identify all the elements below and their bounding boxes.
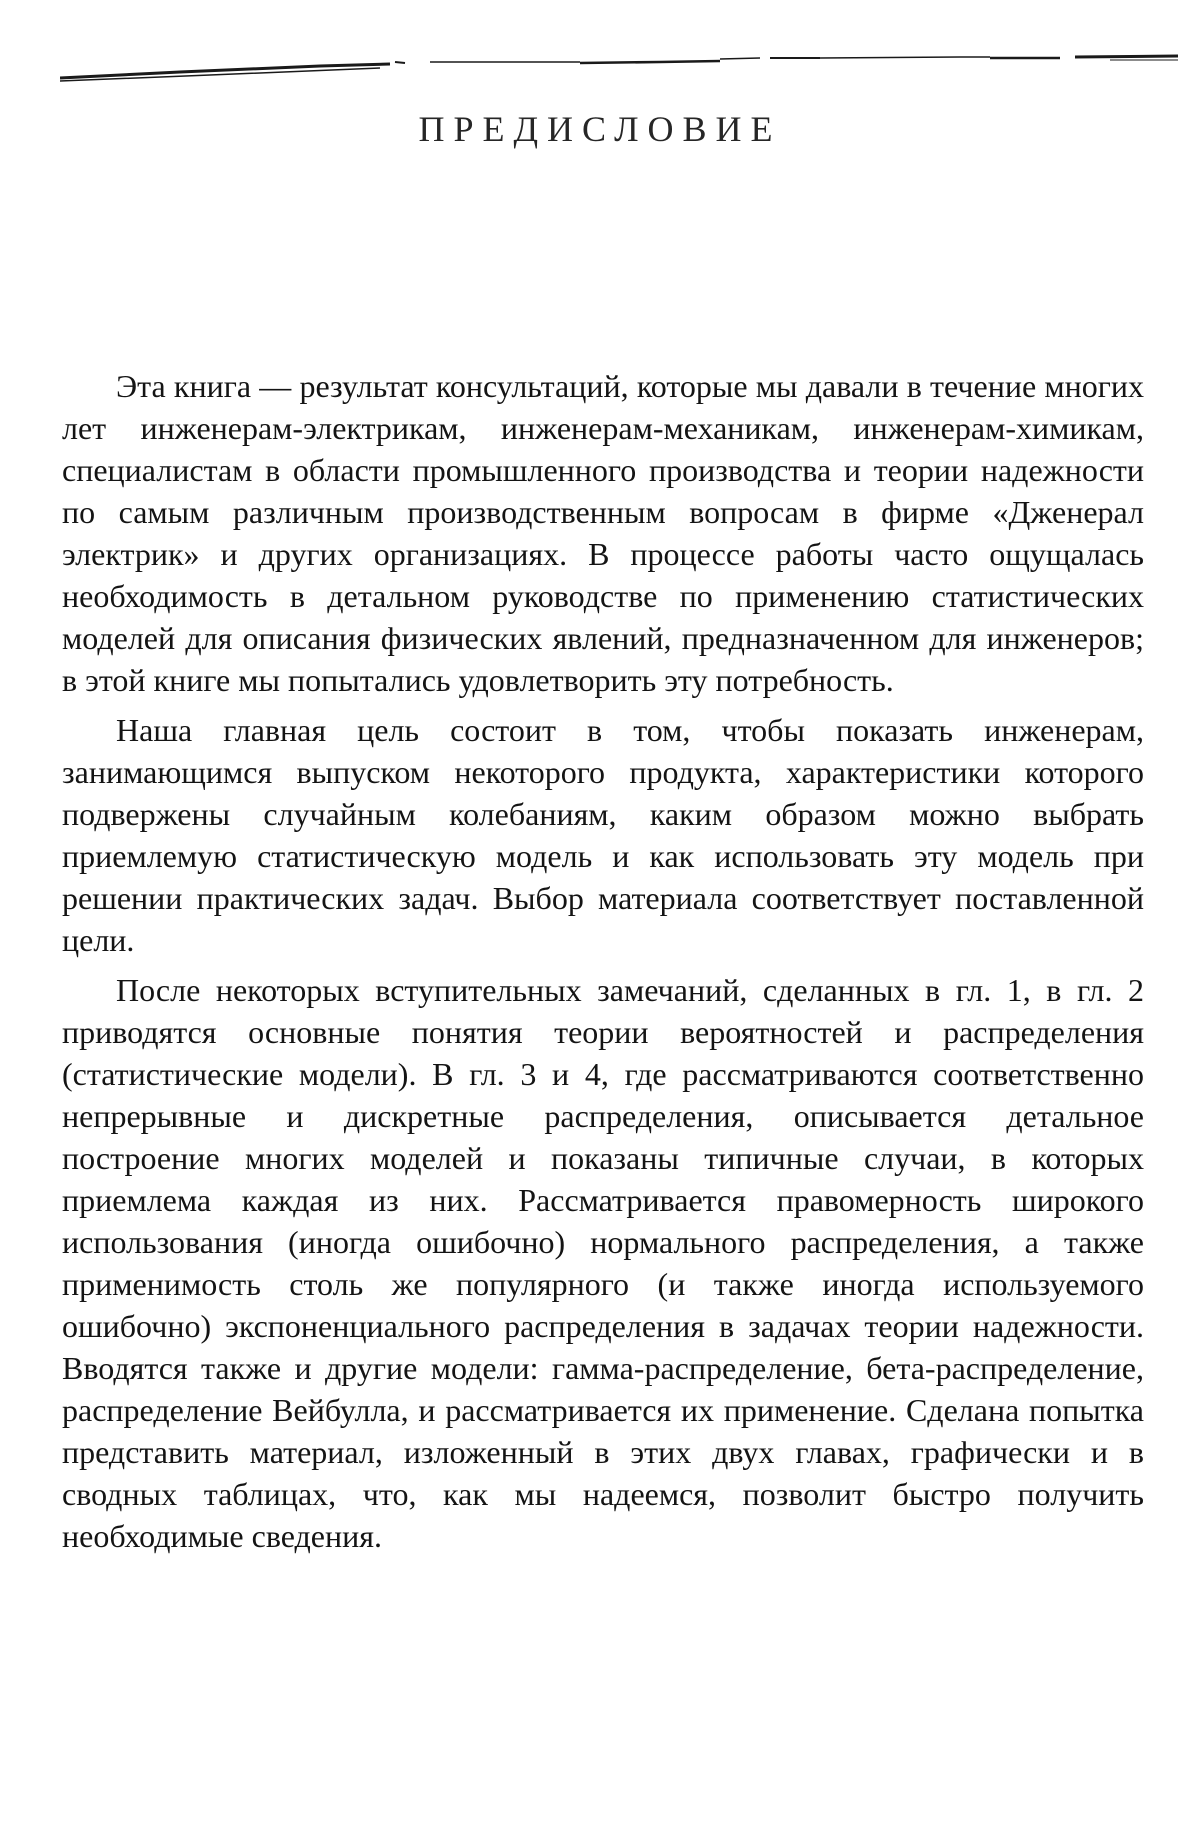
paragraph: Наша главная цель состоит в том, чтобы показать инженерам, занимающимся выпуском некоторого продукта, характеристики которого подвержены случайным колебаниям, каким образом можно выбрать приемлемую статистическую модель и как использовать эту модель при решении практических задач. Выбор материала соответствует поставленной цели.	[62, 712, 1144, 958]
header-rule	[60, 48, 1180, 88]
paragraph: Эта книга — результат консультаций, которые мы давали в течение многих лет инженерам-электрикам, инженерам-механикам, инженерам-химикам, специалистам в области промышленного производства и теории надежности по самым различным производственным вопросам в фирме «Дженерал электрик» и других организациях. В процессе работы часто ощущалась необходимость в детальном руководстве по применению статистических моделей для описания физических явлений, предназначенном для инженеров; в этой книге мы попытались удовлетворить эту потребность.	[62, 368, 1144, 698]
paragraph: После некоторых вступительных замечаний, сделанных в гл. 1, в гл. 2 приводятся основные понятия теории вероятностей и распределения (статистические модели). В гл. 3 и 4, где рассматриваются соответственно непрерывные и дискретные распределения, описывается детальное построение многих моделей и показаны типичные случаи, в которых приемлема каждая из них. Рассматривается правомерность широкого использования (иногда ошибочно) нормального распределения, а также применимость столь же популярного (и также иногда используемого ошибочно) экспоненциального распределения в задачах теории надежности. Вводятся также и другие модели: гамма-распределение, бета-распределение, распределение Вейбулла, и рассматривается их применение. Сделана попытка представить материал, изложенный в этих двух главах, графически и в сводных таблицах, что, как мы надеемся, позволит быстро получить необходимые сведения.	[62, 972, 1144, 1554]
page-title: ПРЕДИСЛОВИЕ	[418, 109, 782, 149]
body-text	[62, 365, 1144, 1565]
